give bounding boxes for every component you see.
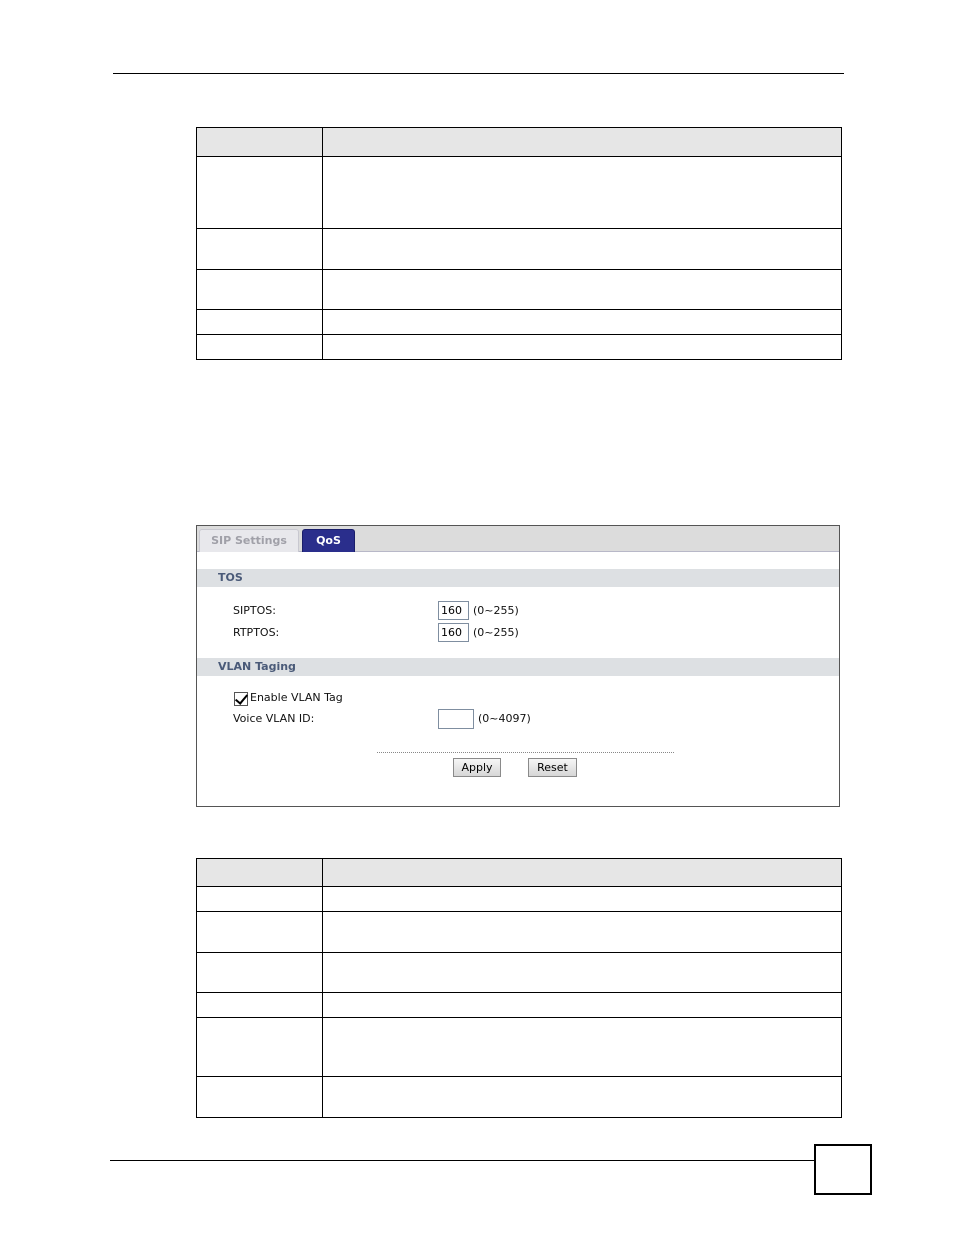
voice-vlan-id-label: Voice VLAN ID: bbox=[233, 712, 315, 725]
table-header-row bbox=[197, 128, 842, 157]
cell-description bbox=[323, 912, 842, 953]
cell-label bbox=[197, 1018, 323, 1077]
siptos-input[interactable]: 160 bbox=[438, 601, 469, 620]
cell-description bbox=[323, 229, 842, 270]
table-row bbox=[197, 953, 842, 993]
cell-label bbox=[197, 157, 323, 229]
cell-label bbox=[197, 912, 323, 953]
cell-description bbox=[323, 270, 842, 310]
table-row bbox=[197, 1077, 842, 1118]
page-number-box bbox=[814, 1144, 872, 1195]
table-row bbox=[197, 310, 842, 335]
button-divider bbox=[377, 752, 674, 753]
description-table-2 bbox=[196, 858, 842, 1118]
cell-description bbox=[323, 953, 842, 993]
siptos-label: SIPTOS: bbox=[233, 604, 276, 617]
cell-label bbox=[197, 953, 323, 993]
cell-label bbox=[197, 1077, 323, 1118]
tab-bar bbox=[197, 526, 839, 552]
cell-label bbox=[197, 229, 323, 270]
cell-label bbox=[197, 887, 323, 912]
cell-label bbox=[197, 310, 323, 335]
header-label bbox=[197, 859, 323, 887]
vlan-section-title: VLAN Taging bbox=[218, 660, 296, 673]
reset-button[interactable]: Reset bbox=[528, 758, 577, 777]
footer-rule bbox=[110, 1160, 816, 1161]
cell-description bbox=[323, 1018, 842, 1077]
header-description bbox=[323, 859, 842, 887]
header-rule bbox=[113, 73, 844, 74]
header-label bbox=[197, 128, 323, 157]
tab-qos[interactable]: QoS bbox=[302, 529, 355, 552]
table-row bbox=[197, 887, 842, 912]
table-row bbox=[197, 270, 842, 310]
enable-vlan-tag-checkbox[interactable] bbox=[234, 692, 248, 706]
rtptos-input[interactable]: 160 bbox=[438, 623, 469, 642]
voice-vlan-id-range: (0~4097) bbox=[478, 712, 531, 725]
cell-description bbox=[323, 157, 842, 229]
table-row bbox=[197, 912, 842, 953]
table-header-row bbox=[197, 859, 842, 887]
tos-section-title: TOS bbox=[218, 571, 243, 584]
siptos-range: (0~255) bbox=[473, 604, 519, 617]
cell-description bbox=[323, 310, 842, 335]
table-row bbox=[197, 157, 842, 229]
vlan-section-header bbox=[197, 658, 839, 676]
description-table-1 bbox=[196, 127, 842, 360]
qos-screenshot-panel bbox=[196, 525, 840, 807]
voice-vlan-id-input[interactable] bbox=[438, 709, 474, 729]
cell-label bbox=[197, 270, 323, 310]
table-row bbox=[197, 993, 842, 1018]
apply-button[interactable]: Apply bbox=[453, 758, 501, 777]
cell-description bbox=[323, 887, 842, 912]
cell-label bbox=[197, 335, 323, 360]
cell-description bbox=[323, 993, 842, 1018]
table-row bbox=[197, 1018, 842, 1077]
cell-label bbox=[197, 993, 323, 1018]
tab-sip-settings[interactable]: SIP Settings bbox=[199, 529, 299, 552]
rtptos-range: (0~255) bbox=[473, 626, 519, 639]
cell-description bbox=[323, 335, 842, 360]
tos-section-header bbox=[197, 569, 839, 587]
rtptos-label: RTPTOS: bbox=[233, 626, 280, 639]
table-row bbox=[197, 335, 842, 360]
enable-vlan-tag-label: Enable VLAN Tag bbox=[250, 691, 343, 704]
table-row bbox=[197, 229, 842, 270]
header-description bbox=[323, 128, 842, 157]
cell-description bbox=[323, 1077, 842, 1118]
